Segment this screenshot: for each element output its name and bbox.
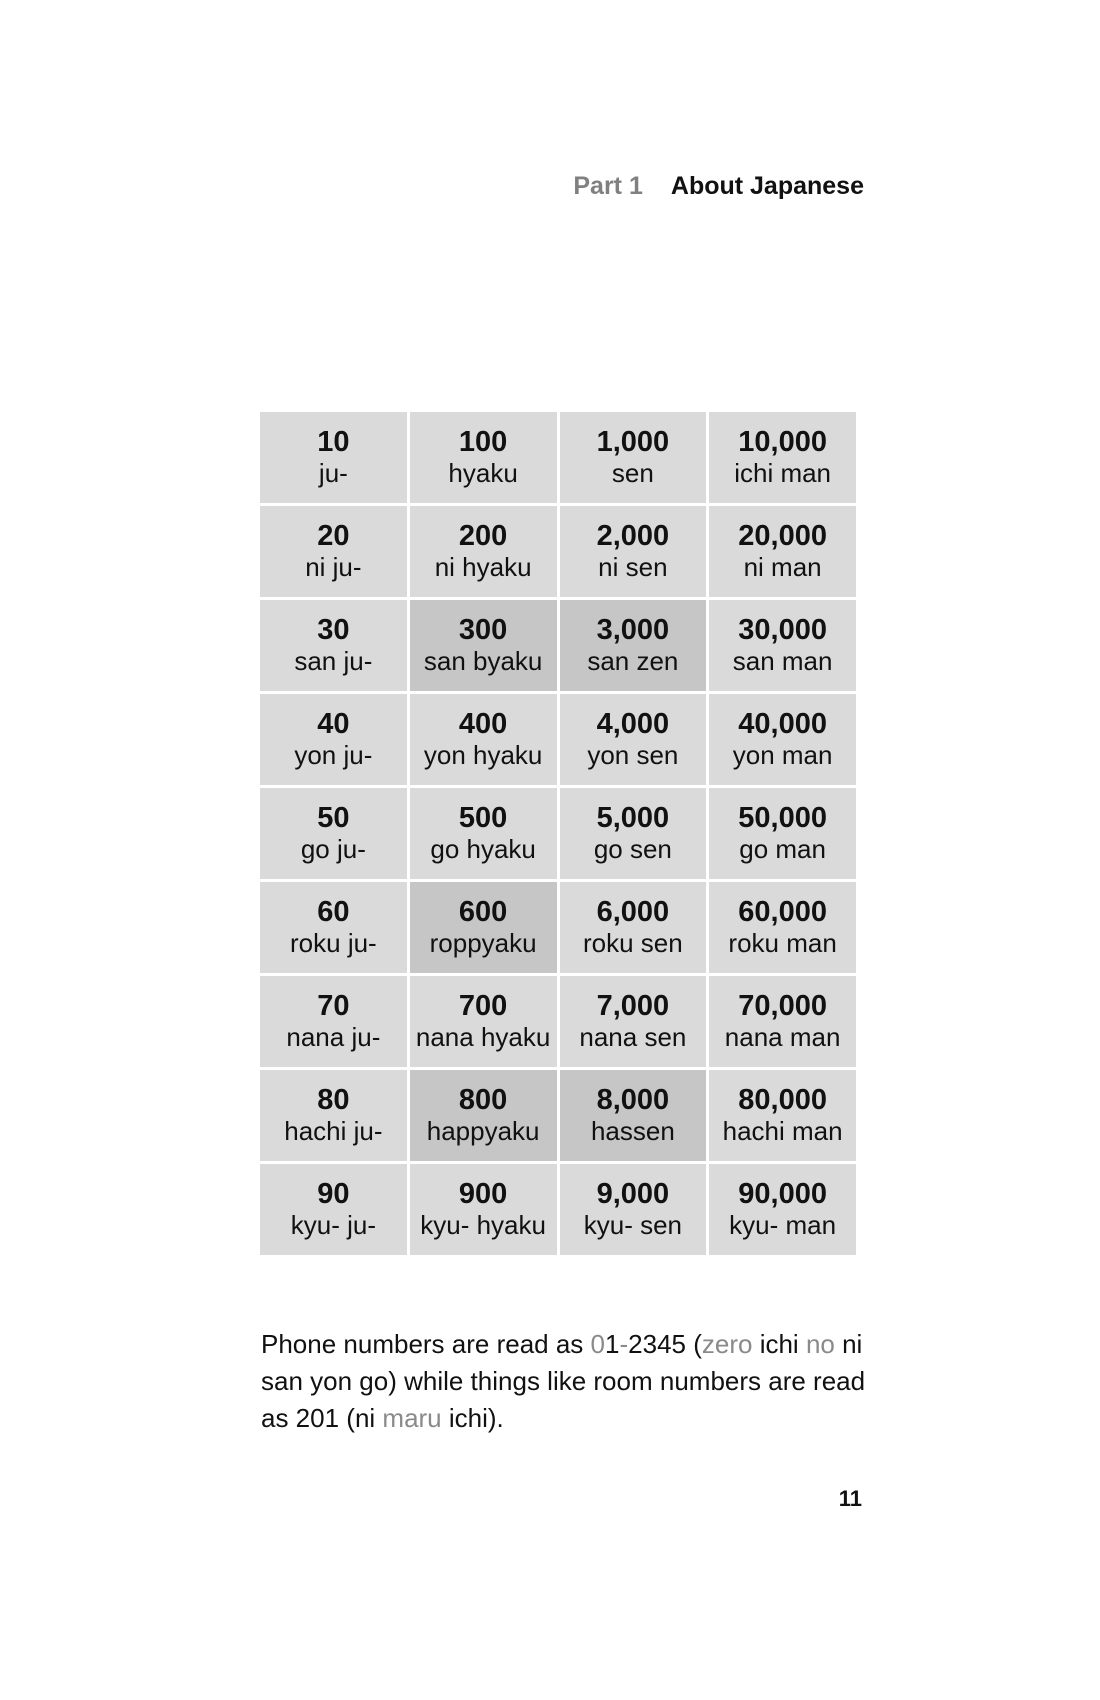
cell-reading: yon sen (587, 740, 679, 771)
cell-number: 50 (317, 801, 350, 834)
table-row (260, 976, 856, 1067)
cell-number: 7,000 (596, 989, 670, 1022)
cell-number: 10 (317, 425, 350, 458)
number-cell (560, 1070, 707, 1161)
cell-reading: sen (611, 458, 654, 489)
number-cell (260, 412, 407, 503)
cell-reading: hassen (590, 1116, 675, 1147)
cell-number: 1,000 (596, 425, 670, 458)
number-cell (709, 694, 856, 785)
cell-reading: ni sen (598, 552, 668, 583)
number-cell (260, 694, 407, 785)
number-cell (410, 1070, 557, 1161)
cell-reading: san man (732, 646, 833, 677)
page-number: 11 (838, 1486, 862, 1511)
cell-reading: kyu- sen (583, 1210, 682, 1241)
cell-reading: kyu- man (729, 1210, 837, 1241)
cell-reading: roku man (728, 928, 837, 959)
cell-reading: roku ju- (290, 928, 377, 959)
number-cell (560, 506, 707, 597)
number-cell (260, 882, 407, 973)
number-cell (260, 1164, 407, 1255)
table-row (260, 882, 856, 973)
cell-number: 5,000 (596, 801, 670, 834)
phone-number-note (261, 1326, 871, 1437)
number-cell (709, 506, 856, 597)
number-cell (560, 412, 707, 503)
number-cell (410, 976, 557, 1067)
cell-number: 20 (317, 519, 350, 552)
note-highlight: 0 (590, 1329, 606, 1359)
cell-reading: ni hyaku (434, 552, 532, 583)
numbers-table-body (260, 412, 856, 1255)
table-row (260, 1164, 856, 1255)
cell-number: 80 (317, 1083, 350, 1116)
cell-number: 6,000 (596, 895, 670, 928)
number-cell (709, 600, 856, 691)
note-dash: - (619, 1329, 629, 1359)
cell-reading: roku sen (583, 928, 683, 959)
number-cell (709, 788, 856, 879)
number-cell (709, 976, 856, 1067)
cell-number: 2,000 (596, 519, 670, 552)
cell-reading: roppyaku (429, 928, 537, 959)
numbers-table (257, 409, 859, 1258)
cell-reading: go hyaku (430, 834, 536, 865)
number-cell (260, 506, 407, 597)
cell-number: 90,000 (738, 1177, 827, 1210)
cell-reading: san ju- (294, 646, 373, 677)
cell-reading: yon hyaku (423, 740, 543, 771)
cell-number: 500 (458, 801, 508, 834)
note-text: 2345 ( (628, 1329, 702, 1359)
cell-number: 9,000 (596, 1177, 670, 1210)
cell-number: 40 (317, 707, 350, 740)
number-cell (410, 506, 557, 597)
number-cell (560, 882, 707, 973)
cell-reading: go sen (593, 834, 672, 865)
cell-number: 30 (317, 613, 350, 646)
note-highlight: maru (382, 1403, 442, 1433)
cell-reading: kyu- ju- (290, 1210, 376, 1241)
number-cell (560, 600, 707, 691)
cell-number: 70,000 (738, 989, 827, 1022)
cell-reading: kyu- hyaku (420, 1210, 546, 1241)
cell-number: 30,000 (738, 613, 827, 646)
cell-number: 900 (458, 1177, 508, 1210)
number-cell (560, 694, 707, 785)
number-cell (410, 412, 557, 503)
cell-reading: hyaku (448, 458, 518, 489)
cell-number: 600 (458, 895, 508, 928)
note-text: Phone numbers are read as (261, 1329, 591, 1359)
cell-reading: go ju- (300, 834, 366, 865)
cell-reading: ju- (318, 458, 348, 489)
number-cell (709, 412, 856, 503)
number-cell (260, 976, 407, 1067)
note-text: 1 (605, 1329, 620, 1359)
number-cell (560, 788, 707, 879)
number-cell (260, 788, 407, 879)
cell-number: 4,000 (596, 707, 670, 740)
cell-reading: go man (739, 834, 826, 865)
cell-number: 8,000 (596, 1083, 670, 1116)
number-cell (410, 600, 557, 691)
note-highlight: zero (701, 1329, 753, 1359)
number-cell (560, 1164, 707, 1255)
number-cell (560, 976, 707, 1067)
note-text: ichi). (441, 1403, 504, 1433)
number-cell (260, 600, 407, 691)
table-row (260, 412, 856, 503)
cell-number: 60,000 (738, 895, 827, 928)
note-text: ni san yon go) while things like room numbers are read as 201 (ni (261, 1329, 866, 1433)
chapter-title: About Japanese (670, 172, 864, 200)
cell-reading: san zen (587, 646, 679, 677)
number-cell (410, 882, 557, 973)
table-row (260, 788, 856, 879)
cell-reading: ichi man (734, 458, 832, 489)
number-cell (260, 1070, 407, 1161)
cell-reading: ni man (743, 552, 822, 583)
cell-number: 80,000 (738, 1083, 827, 1116)
cell-number: 60 (317, 895, 350, 928)
cell-number: 700 (458, 989, 508, 1022)
table-row (260, 694, 856, 785)
cell-number: 800 (458, 1083, 508, 1116)
number-cell (410, 788, 557, 879)
cell-reading: nana sen (579, 1022, 687, 1053)
cell-number: 3,000 (596, 613, 670, 646)
table-row (260, 1070, 856, 1161)
number-cell (410, 1164, 557, 1255)
table-row (260, 600, 856, 691)
cell-reading: hachi ju- (284, 1116, 383, 1147)
cell-reading: yon ju- (294, 740, 373, 771)
cell-reading: nana man (724, 1022, 841, 1053)
cell-reading: san byaku (423, 646, 543, 677)
cell-number: 200 (458, 519, 508, 552)
running-header (573, 172, 864, 201)
cell-number: 300 (458, 613, 508, 646)
number-cell (410, 694, 557, 785)
note-highlight: no (805, 1329, 835, 1359)
cell-reading: nana hyaku (415, 1022, 551, 1053)
cell-number: 40,000 (738, 707, 827, 740)
cell-number: 90 (317, 1177, 350, 1210)
table-row (260, 506, 856, 597)
cell-number: 70 (317, 989, 350, 1022)
cell-number: 400 (458, 707, 508, 740)
note-text: ichi (752, 1329, 806, 1359)
cell-reading: happyaku (426, 1116, 540, 1147)
number-cell (709, 1070, 856, 1161)
cell-reading: ni ju- (305, 552, 362, 583)
cell-reading: hachi man (722, 1116, 843, 1147)
cell-number: 50,000 (738, 801, 827, 834)
part-label: Part 1 (573, 172, 643, 200)
cell-number: 20,000 (738, 519, 827, 552)
number-cell (709, 1164, 856, 1255)
cell-reading: nana ju- (286, 1022, 381, 1053)
cell-reading: yon man (732, 740, 833, 771)
number-cell (709, 882, 856, 973)
cell-number: 100 (458, 425, 508, 458)
cell-number: 10,000 (738, 425, 827, 458)
